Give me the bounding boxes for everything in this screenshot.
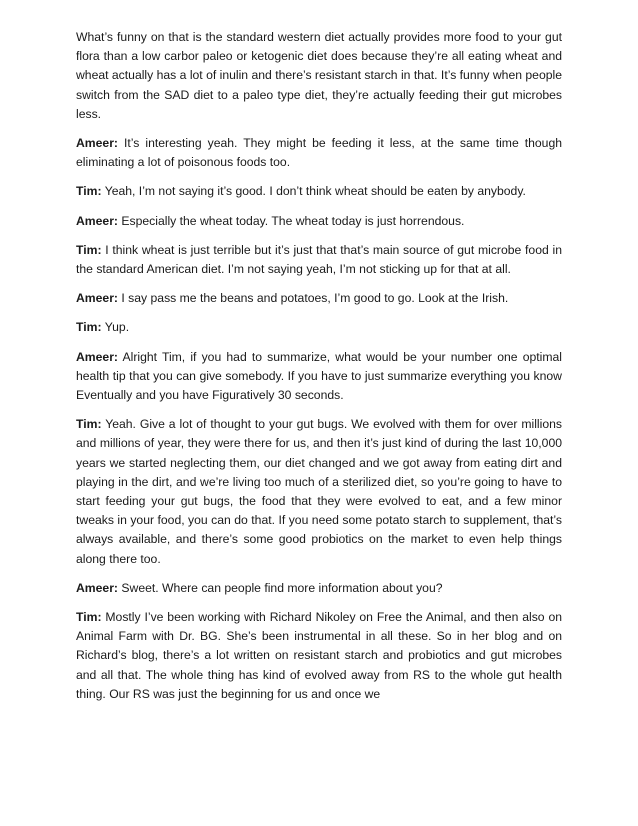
speaker-label: Ameer: — [76, 136, 118, 151]
paragraph-text: Yeah. Give a lot of thought to your gut bugs. We evolved with them for over millions and millions of year, they were there for us, and then it’s just kind of during the last 10,000 years we started neglecting them, our diet changed and we got away from eating dirt and playing in the dirt, and we’re living too much of a sterilized diet, so you’re going to have to start feeding your gut bugs, the food that they were evolved to eat, and a few minor tweaks in your food, you can do that. If you need some potato starch to supplement, that’s always available, and there’s some good probiotics on the market to even help things along there too. — [76, 417, 562, 566]
speaker-label: Ameer: — [76, 213, 118, 228]
paragraph-text: I say pass me the beans and potatoes, I’m good to go. Look at the Irish. — [121, 291, 509, 306]
paragraph — [76, 579, 562, 598]
speaker-label: Ameer: — [76, 349, 118, 364]
speaker-label: Tim: — [76, 242, 102, 257]
paragraph — [76, 182, 562, 201]
paragraph — [76, 348, 562, 406]
paragraph-text: Yeah, I’m not saying it’s good. I don’t think wheat should be eaten by anybody. — [104, 184, 526, 199]
paragraph-text: It’s interesting yeah. They might be feeding it less, at the same time though eliminating a lot of poisonous foods too. — [76, 136, 563, 170]
speaker-label: Tim: — [76, 320, 102, 335]
paragraph-text: Yup. — [104, 320, 130, 335]
paragraph — [76, 28, 562, 124]
paragraph-text: Mostly I’ve been working with Richard Nikoley on Free the Animal, and then also on Animal Farm with Dr. BG. She’s been instrumental in all these. So in her blog and on Richard’s blog, there’s a lot written on resistant starch and probiotics and gut microbes and all that. The whole thing has kind of evolved away from RS to the whole gut health thing. Our RS was just the beginning for us and once we — [76, 610, 562, 701]
paragraph — [76, 608, 562, 704]
paragraph — [76, 289, 562, 308]
paragraph-text: Especially the wheat today. The wheat today is just horrendous. — [121, 213, 465, 228]
paragraph-text: Sweet. Where can people find more information about you? — [121, 580, 443, 595]
paragraph — [76, 415, 562, 569]
paragraph — [76, 212, 562, 231]
paragraph-text: I think wheat is just terrible but it’s just that that’s main source of gut microbe food in the standard American diet. I’m not saying yeah, I’m not sticking up for that at all. — [76, 242, 562, 277]
paragraph — [76, 241, 562, 279]
speaker-label: Ameer: — [76, 291, 118, 306]
paragraph — [76, 318, 562, 337]
paragraph-text: What’s funny on that is the standard western diet actually provides more food to your gut flora than a low carbor paleo or ketogenic diet does because they’re all eating wheat and wheat actually has a lot of inulin and there’s resistant starch in that. It’s funny when people switch from the SAD diet to a paleo type diet, they’re actually feeding their gut microbes less. — [76, 30, 562, 121]
speaker-label: Ameer: — [76, 580, 118, 595]
paragraph — [76, 134, 562, 172]
speaker-label: Tim: — [76, 417, 102, 432]
speaker-label: Tim: — [76, 610, 102, 625]
paragraph-text: Alright Tim, if you had to summarize, what would be your number one optimal health tip that you can give somebody. If you have to just summarize everything you know Eventually and you have Figuratively 30 seconds. — [76, 349, 562, 403]
speaker-label: Tim: — [76, 184, 102, 199]
